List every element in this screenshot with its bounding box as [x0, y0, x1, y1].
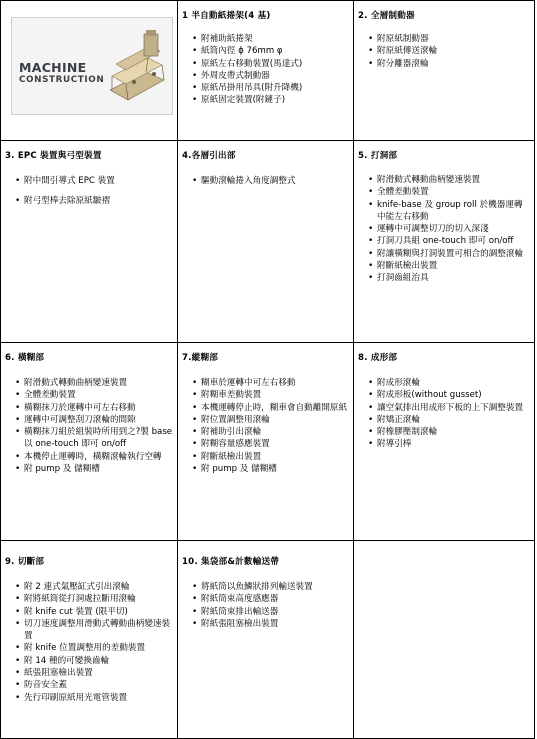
list-item: • 橫糊抹刀組於組裝時所用到之?製 base 以 one-touch 即可 on/off	[15, 426, 173, 451]
list-item: • 附橡膠壓制滾輪	[368, 426, 530, 438]
section-6-title: 6. 橫糊部	[5, 353, 45, 363]
list-item: • 外周皮帶式制動器	[192, 70, 349, 82]
list-item: • 防音安全蓋	[15, 679, 173, 691]
machine-illustration-icon	[106, 28, 168, 104]
list-item: • 附成形滾輪	[368, 377, 530, 389]
list-item: • 糊車於運轉中可左右移動	[192, 377, 349, 389]
list-item: • 將紙筒以魚鱗狀排列輸送裝置	[192, 581, 349, 593]
list-item: • 紙筒內徑 ϕ 76mm φ	[192, 45, 349, 57]
list-item: • 附滑動式轉動曲柄變速裝置	[368, 174, 530, 186]
list-item: • 附原紙傳送滾輪	[368, 45, 530, 57]
section-6-list	[1, 377, 177, 475]
list-item: • 附將紙筒從打洞處拉斷用滾輪	[15, 593, 173, 605]
section-10-title: 10. 集袋部&計數輸送帶	[182, 557, 280, 567]
section-2-title: 2. 全層制動器	[358, 11, 415, 21]
list-item: • 附紙張阻塞檢出裝置	[192, 618, 349, 630]
list-item: • 本機運轉停止時，糊車會自動離開原紙	[192, 402, 349, 414]
list-item: • 附 knife cut 裝置 (限平切)	[15, 606, 173, 618]
list-item: • 附 14 種的可變換齒輪	[15, 655, 173, 667]
list-item: • 紙張阻塞檢出裝置	[15, 667, 173, 679]
section-7-list	[178, 377, 353, 475]
list-item: • 附糊容量感應裝置	[192, 438, 349, 450]
section-9-cell	[0, 541, 178, 739]
list-item: • 附中間引導式 EPC 裝置	[15, 175, 173, 187]
section-4-list	[178, 175, 353, 187]
section-1-cell	[178, 0, 354, 141]
list-item: • 先行印刷原紙用光電管裝置	[15, 692, 173, 704]
list-item: • 切刀速度調整用滑動式轉動曲柄變速裝置	[15, 618, 173, 643]
list-item: • 原紙固定裝置(附鏈子)	[192, 94, 349, 106]
section-5-cell	[354, 141, 535, 343]
list-item: • 附讓橫糊與打洞裝置可相合的調整滾輪	[368, 248, 530, 260]
list-item: • 附紙筒束排出輸送器	[192, 606, 349, 618]
list-item: • 附原紙制動器	[368, 33, 530, 45]
section-1-title: 1 半自動紙捲架(4 基)	[182, 11, 271, 21]
list-item: • 運轉中可調整切刀的切入深淺	[368, 223, 530, 235]
empty-cell	[354, 541, 535, 739]
list-item: • 附弓型棒去除原紙皺褶	[15, 195, 173, 207]
section-8-cell	[354, 343, 535, 541]
section-10-list	[178, 581, 353, 630]
logo-line-2: CONSTRUCTION	[19, 75, 105, 85]
list-item: • 附導引棒	[368, 438, 530, 450]
list-item: • 附 pump 及 儲糊槽	[15, 463, 173, 475]
machine-construction-logo	[11, 17, 173, 115]
section-5-title: 5. 打洞部	[358, 151, 398, 161]
section-4-cell	[178, 141, 354, 343]
logo-cell	[0, 0, 178, 141]
section-7-cell	[178, 343, 354, 541]
section-6-cell	[0, 343, 178, 541]
section-3-list	[1, 175, 177, 208]
section-3-title: 3. EPC 裝置與弓型裝置	[5, 151, 102, 161]
list-item: • 附 knife 位置調整用的差動裝置	[15, 642, 173, 654]
section-10-cell	[178, 541, 354, 739]
section-2-list	[354, 33, 534, 70]
list-item: • 運轉中可調整刮刀滾輪的間隙	[15, 414, 173, 426]
section-4-title: 4.各層引出部	[182, 151, 236, 161]
list-item: • 附矯正滾輪	[368, 414, 530, 426]
section-9-title: 9. 切斷部	[5, 557, 45, 567]
section-2-cell	[354, 0, 535, 141]
section-3-cell	[0, 141, 178, 343]
list-item: • 驅動滾輪捲入角度調整式	[192, 175, 349, 187]
list-item: • knife-base 及 group roll 於機器運轉中能左右移動	[368, 199, 530, 224]
list-item: • 原紙左右移動裝置(馬達式)	[192, 58, 349, 70]
list-item: • 附分離器滾輪	[368, 58, 530, 70]
list-item: • 全體差動裝置	[368, 186, 530, 198]
section-7-title: 7.縱糊部	[182, 353, 219, 363]
list-item: • 本機停止運轉時，橫糊滾輪執行空轉	[15, 451, 173, 463]
list-item: • 橫糊抹刀於運轉中可左右移動	[15, 402, 173, 414]
list-item: • 附 2 連式氣壓缸式引出滾輪	[15, 581, 173, 593]
list-item: • 讓空氣排出用成形下板的上下調整裝置	[368, 402, 530, 414]
list-item: • 附滑動式轉動曲柄變速裝置	[15, 377, 173, 389]
list-item: • 附斷紙檢出裝置	[192, 451, 349, 463]
list-item: • 附糊車差動裝置	[192, 389, 349, 401]
list-item: • 附成形板(without gusset)	[368, 389, 530, 401]
list-item: • 打洞刀具組 one-touch 即可 on/off	[368, 235, 530, 247]
section-5-list	[354, 174, 534, 285]
list-item: • 附斷紙檢出裝置	[368, 260, 530, 272]
list-item: • 附補助紙捲架	[192, 33, 349, 45]
section-1-list	[178, 33, 353, 107]
list-item: • 附 pump 及 儲糊槽	[192, 463, 349, 475]
list-item: • 附位置調整用滾輪	[192, 414, 349, 426]
section-8-list	[354, 377, 534, 451]
list-item: • 原紙吊掛用吊具(附升降機)	[192, 82, 349, 94]
list-item: • 打洞齒組治具	[368, 272, 530, 284]
section-8-title: 8. 成形部	[358, 353, 398, 363]
list-item: • 附補助引出滾輪	[192, 426, 349, 438]
section-9-list	[1, 581, 177, 704]
list-item: • 全體差動裝置	[15, 389, 173, 401]
logo-line-1: MACHINE	[19, 60, 87, 75]
list-item: • 附紙筒束高度感應器	[192, 593, 349, 605]
